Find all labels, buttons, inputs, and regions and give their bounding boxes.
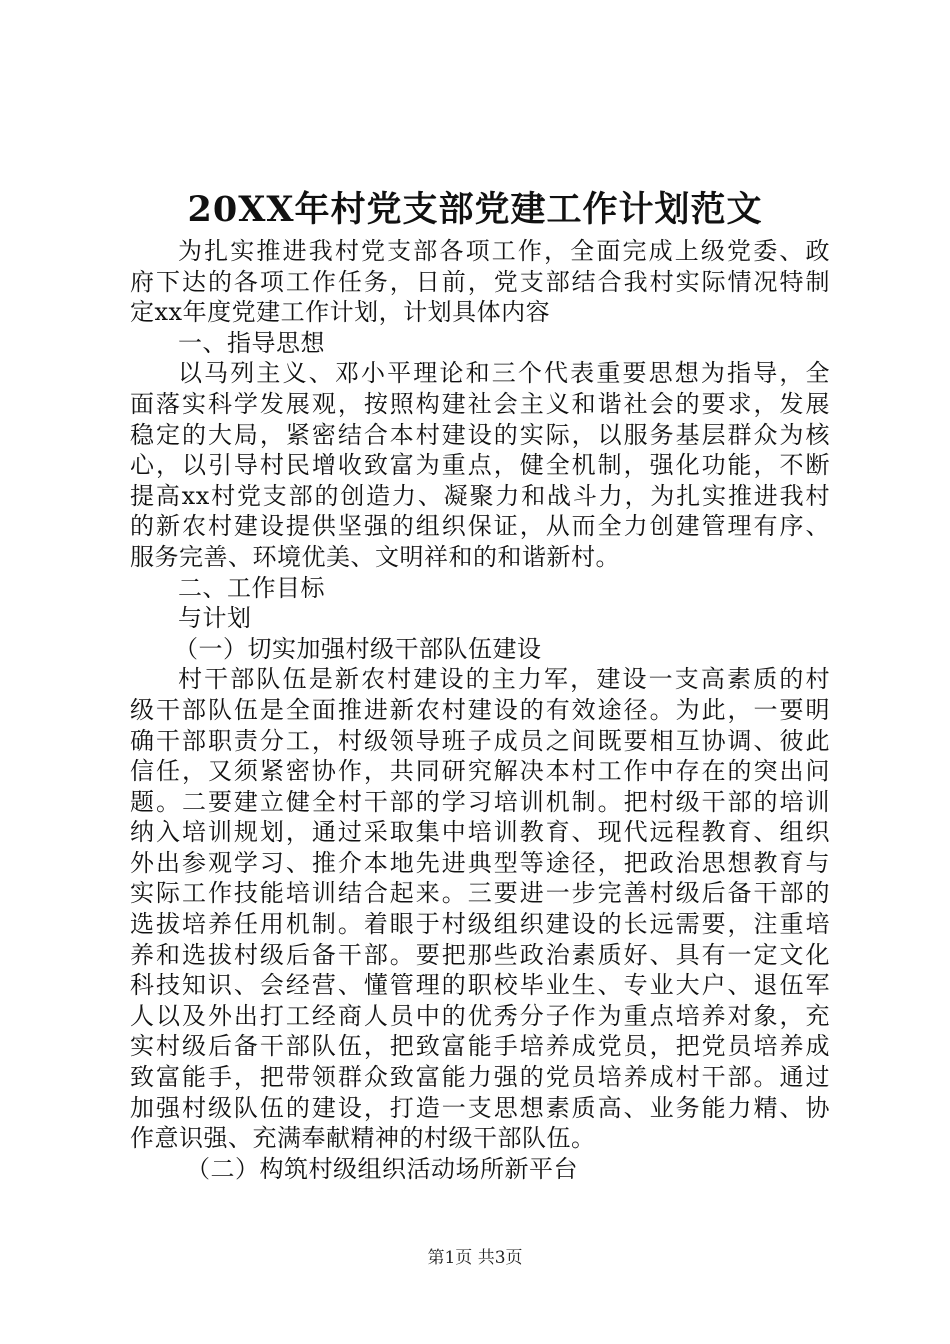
subsection-heading: （一）切实加强村级干部队伍建设: [174, 634, 542, 663]
paragraph-line: 题。二要建立健全村干部的学习培训机制。把村级干部的培训: [130, 787, 830, 816]
paragraph-line: 服务完善、环境优美、文明祥和的和谐新村。: [130, 542, 620, 571]
document-body: [130, 236, 830, 1184]
page-number-footer: 第1页 共3页: [427, 1248, 523, 1268]
paragraph-line: 实际工作技能培训结合起来。三要进一步完善村级后备干部的: [130, 879, 830, 908]
paragraph-line: 为扎实推进我村党支部各项工作，全面完成上级党委、政: [178, 237, 830, 265]
paragraph-line: 府下达的各项工作任务，日前，党支部结合我村实际情况特制: [130, 267, 830, 296]
document-title: 20XX年村党支部党建工作计划范文: [187, 189, 763, 230]
paragraph-line: 人以及外出打工经商人员中的优秀分子作为重点培养对象，充: [130, 1001, 830, 1030]
paragraph-line: 定xx年度党建工作计划，计划具体内容: [130, 298, 551, 327]
paragraph-line: 纳入培训规划，通过采取集中培训教育、现代远程教育、组织: [130, 818, 830, 847]
paragraph-line: 实村级后备干部队伍，把致富能手培养成党员，把党员培养成: [130, 1032, 830, 1061]
paragraph-line: 村干部队伍是新农村建设的主力军，建设一支高素质的村: [178, 665, 830, 694]
paragraph-line: 科技知识、会经营、懂管理的职校毕业生、专业大户、退伍军: [130, 971, 830, 1000]
subsection-heading: （二）构筑村级组织活动场所新平台: [186, 1154, 578, 1183]
paragraph-line: 加强村级队伍的建设，打造一支思想素质高、业务能力精、协: [130, 1093, 830, 1122]
paragraph-line: 提高xx村党支部的创造力、凝聚力和战斗力，为扎实推进我村: [130, 481, 830, 510]
paragraph-line: 选拔培养任用机制。着眼于村级组织建设的长远需要，注重培: [130, 910, 830, 939]
paragraph-line: 致富能手，把带领群众致富能力强的党员培养成村干部。通过: [130, 1063, 830, 1092]
paragraph-line: 信任，又须紧密协作，共同研究解决本村工作中存在的突出问: [130, 757, 830, 786]
paragraph-line: 级干部队伍是全面推进新农村建设的有效途径。为此，一要明: [130, 695, 830, 724]
paragraph-line: 稳定的大局，紧密结合本村建设的实际，以服务基层群众为核: [130, 420, 830, 449]
paragraph-line: 面落实科学发展观，按照构建社会主义和谐社会的要求，发展: [130, 389, 830, 418]
paragraph-line: 心，以引导村民增收致富为重点，健全机制，强化功能，不断: [130, 451, 830, 480]
section-heading: 与计划: [178, 604, 252, 633]
section-heading: 一、指导思想: [178, 328, 325, 357]
paragraph-line: 作意识强、充满奉献精神的村级干部队伍。: [130, 1124, 596, 1153]
paragraph-line: 的新农村建设提供坚强的组织保证，从而全力创建管理有序、: [130, 512, 830, 541]
section-heading: 二、工作目标: [178, 573, 325, 602]
paragraph-line: 以马列主义、邓小平理论和三个代表重要思想为指导，全: [178, 359, 830, 388]
paragraph-line: 确干部职责分工，村级领导班子成员之间既要相互协调、彼此: [130, 726, 830, 755]
paragraph-line: 养和选拔村级后备干部。要把那些政治素质好、具有一定文化: [130, 940, 830, 969]
paragraph-line: 外出参观学习、推介本地先进典型等途径，把政治思想教育与: [130, 848, 830, 877]
